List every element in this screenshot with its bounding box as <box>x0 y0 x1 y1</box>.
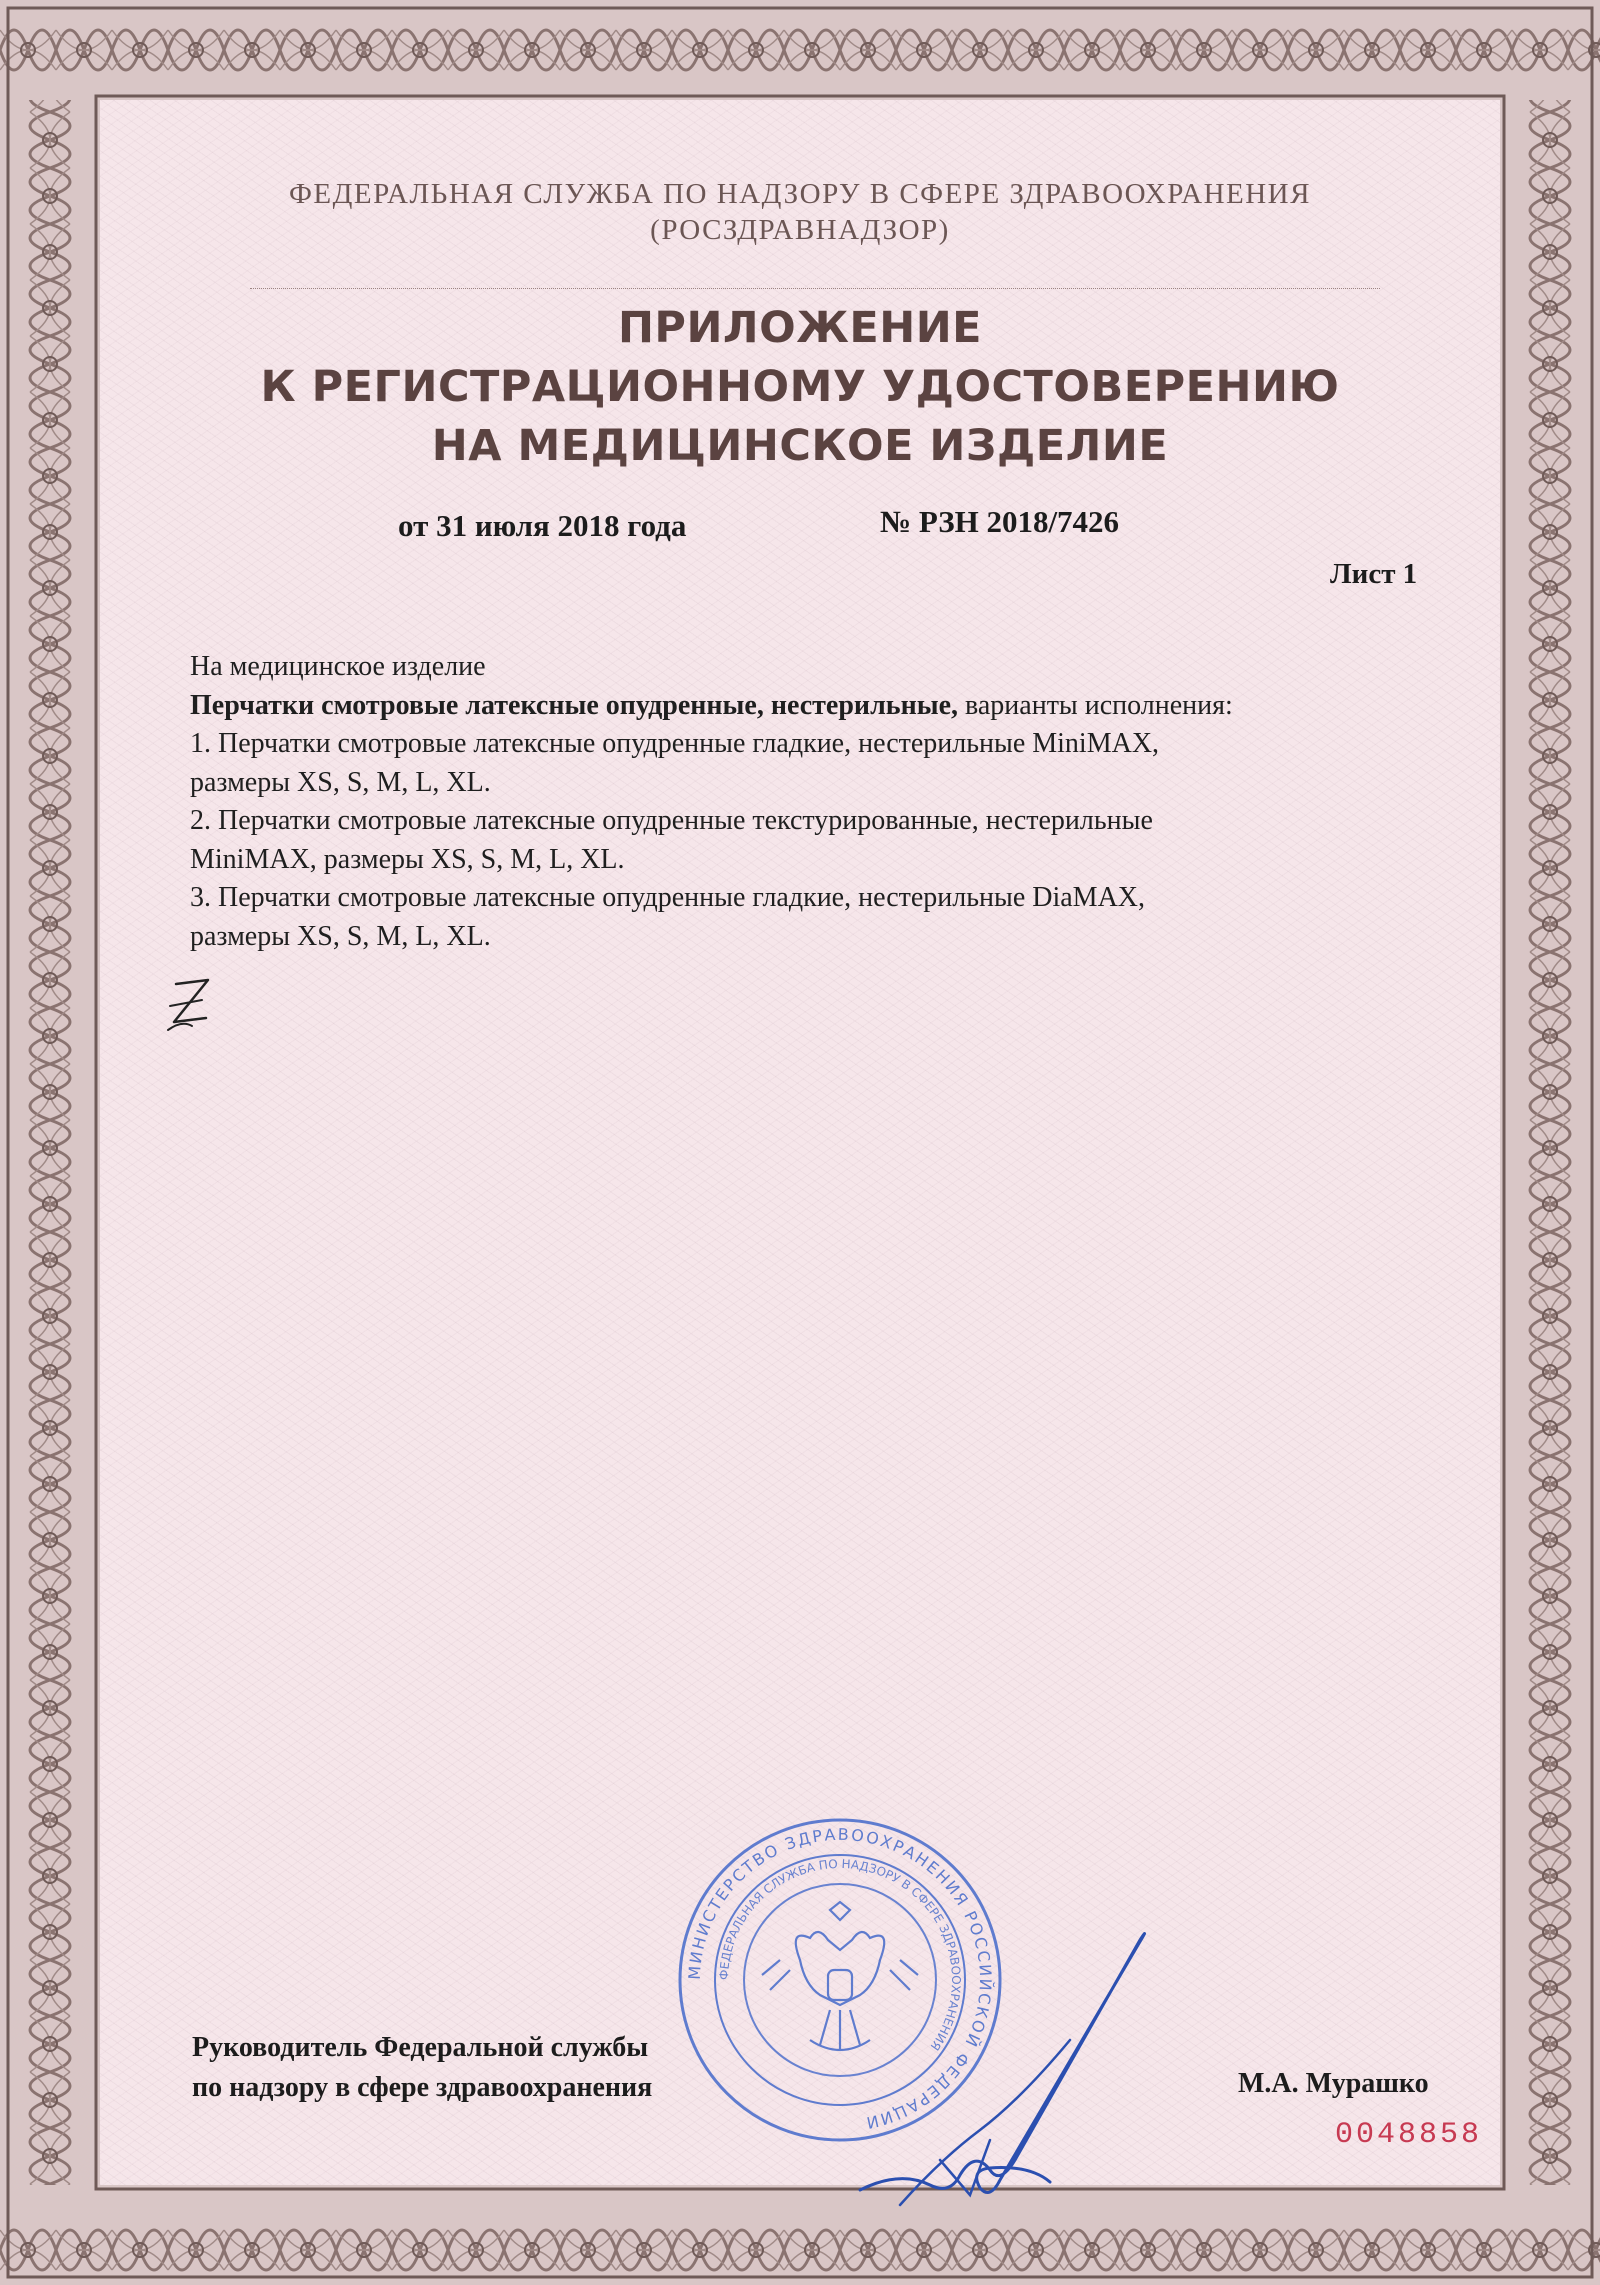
paper-area <box>100 100 1500 2185</box>
seal-outer-text: МИНИСТЕРСТВО ЗДРАВООХРАНЕНИЯ РОССИЙСКОЙ ФЕДЕРАЦИИ <box>684 1824 996 2133</box>
variant-2-line1: 2. Перчатки смотровые латексные опудренные текстурированные, нестерильные <box>190 805 1153 836</box>
signer-name: М.А. Мурашко <box>1238 2068 1429 2099</box>
product-line <box>190 687 1390 726</box>
document-title-line1: ПРИЛОЖЕНИЕ <box>617 303 983 353</box>
variant-2-line2: MiniMAX, размеры XS, S, M, L, XL. <box>190 843 625 875</box>
initials-mark <box>162 970 222 1040</box>
signer-position-line1: Руководитель Федеральной службы <box>192 2032 649 2063</box>
document-body <box>190 648 1390 956</box>
variant-1-line1: 1. Перчатки смотровые латексные опудренные гладкие, нестерильные MiniMAX, <box>190 728 1160 759</box>
header-divider <box>250 288 1380 289</box>
variant-1-line2: размеры XS, S, M, L, XL. <box>190 766 491 798</box>
registration-number: № РЗН 2018/7426 <box>880 504 1120 539</box>
form-serial-number: 0048858 <box>1335 2118 1483 2152</box>
product-variants-label: варианты исполнения: <box>958 689 1233 721</box>
sheet-number: Лист 1 <box>1330 558 1418 590</box>
signer-position-line2: по надзору в сфере здравоохранения <box>192 2072 653 2103</box>
variant-3-line2: размеры XS, S, M, L, XL. <box>190 920 491 952</box>
document-title-line3: НА МЕДИЦИНСКОЕ ИЗДЕЛИЕ <box>431 421 1169 471</box>
agency-name: ФЕДЕРАЛЬНАЯ СЛУЖБА ПО НАДЗОРУ В СФЕРЕ ЗДРАВООХРАНЕНИЯ <box>289 178 1311 210</box>
variant-3-line1: 3. Перчатки смотровые латексные опудренные гладкие, нестерильные DiaMAX, <box>190 882 1146 913</box>
intro-text: На медицинское изделие <box>190 651 486 682</box>
signer-position <box>192 2028 652 2108</box>
agency-abbreviation: (РОСЗДРАВНАДЗОР) <box>650 214 950 246</box>
document-title-line2: К РЕГИСТРАЦИОННОМУ УДОСТОВЕРЕНИЮ <box>260 362 1340 412</box>
issue-date: от 31 июля 2018 года <box>398 508 687 543</box>
seal-inner-text: ФЕДЕРАЛЬНАЯ СЛУЖБА ПО НАДЗОРУ В СФЕРЕ ЗДРАВООХРАНЕНИЯ <box>716 1856 964 2053</box>
handwritten-signature <box>840 1920 1170 2230</box>
product-name: Перчатки смотровые латексные опудренные, нестерильные, <box>190 689 959 721</box>
